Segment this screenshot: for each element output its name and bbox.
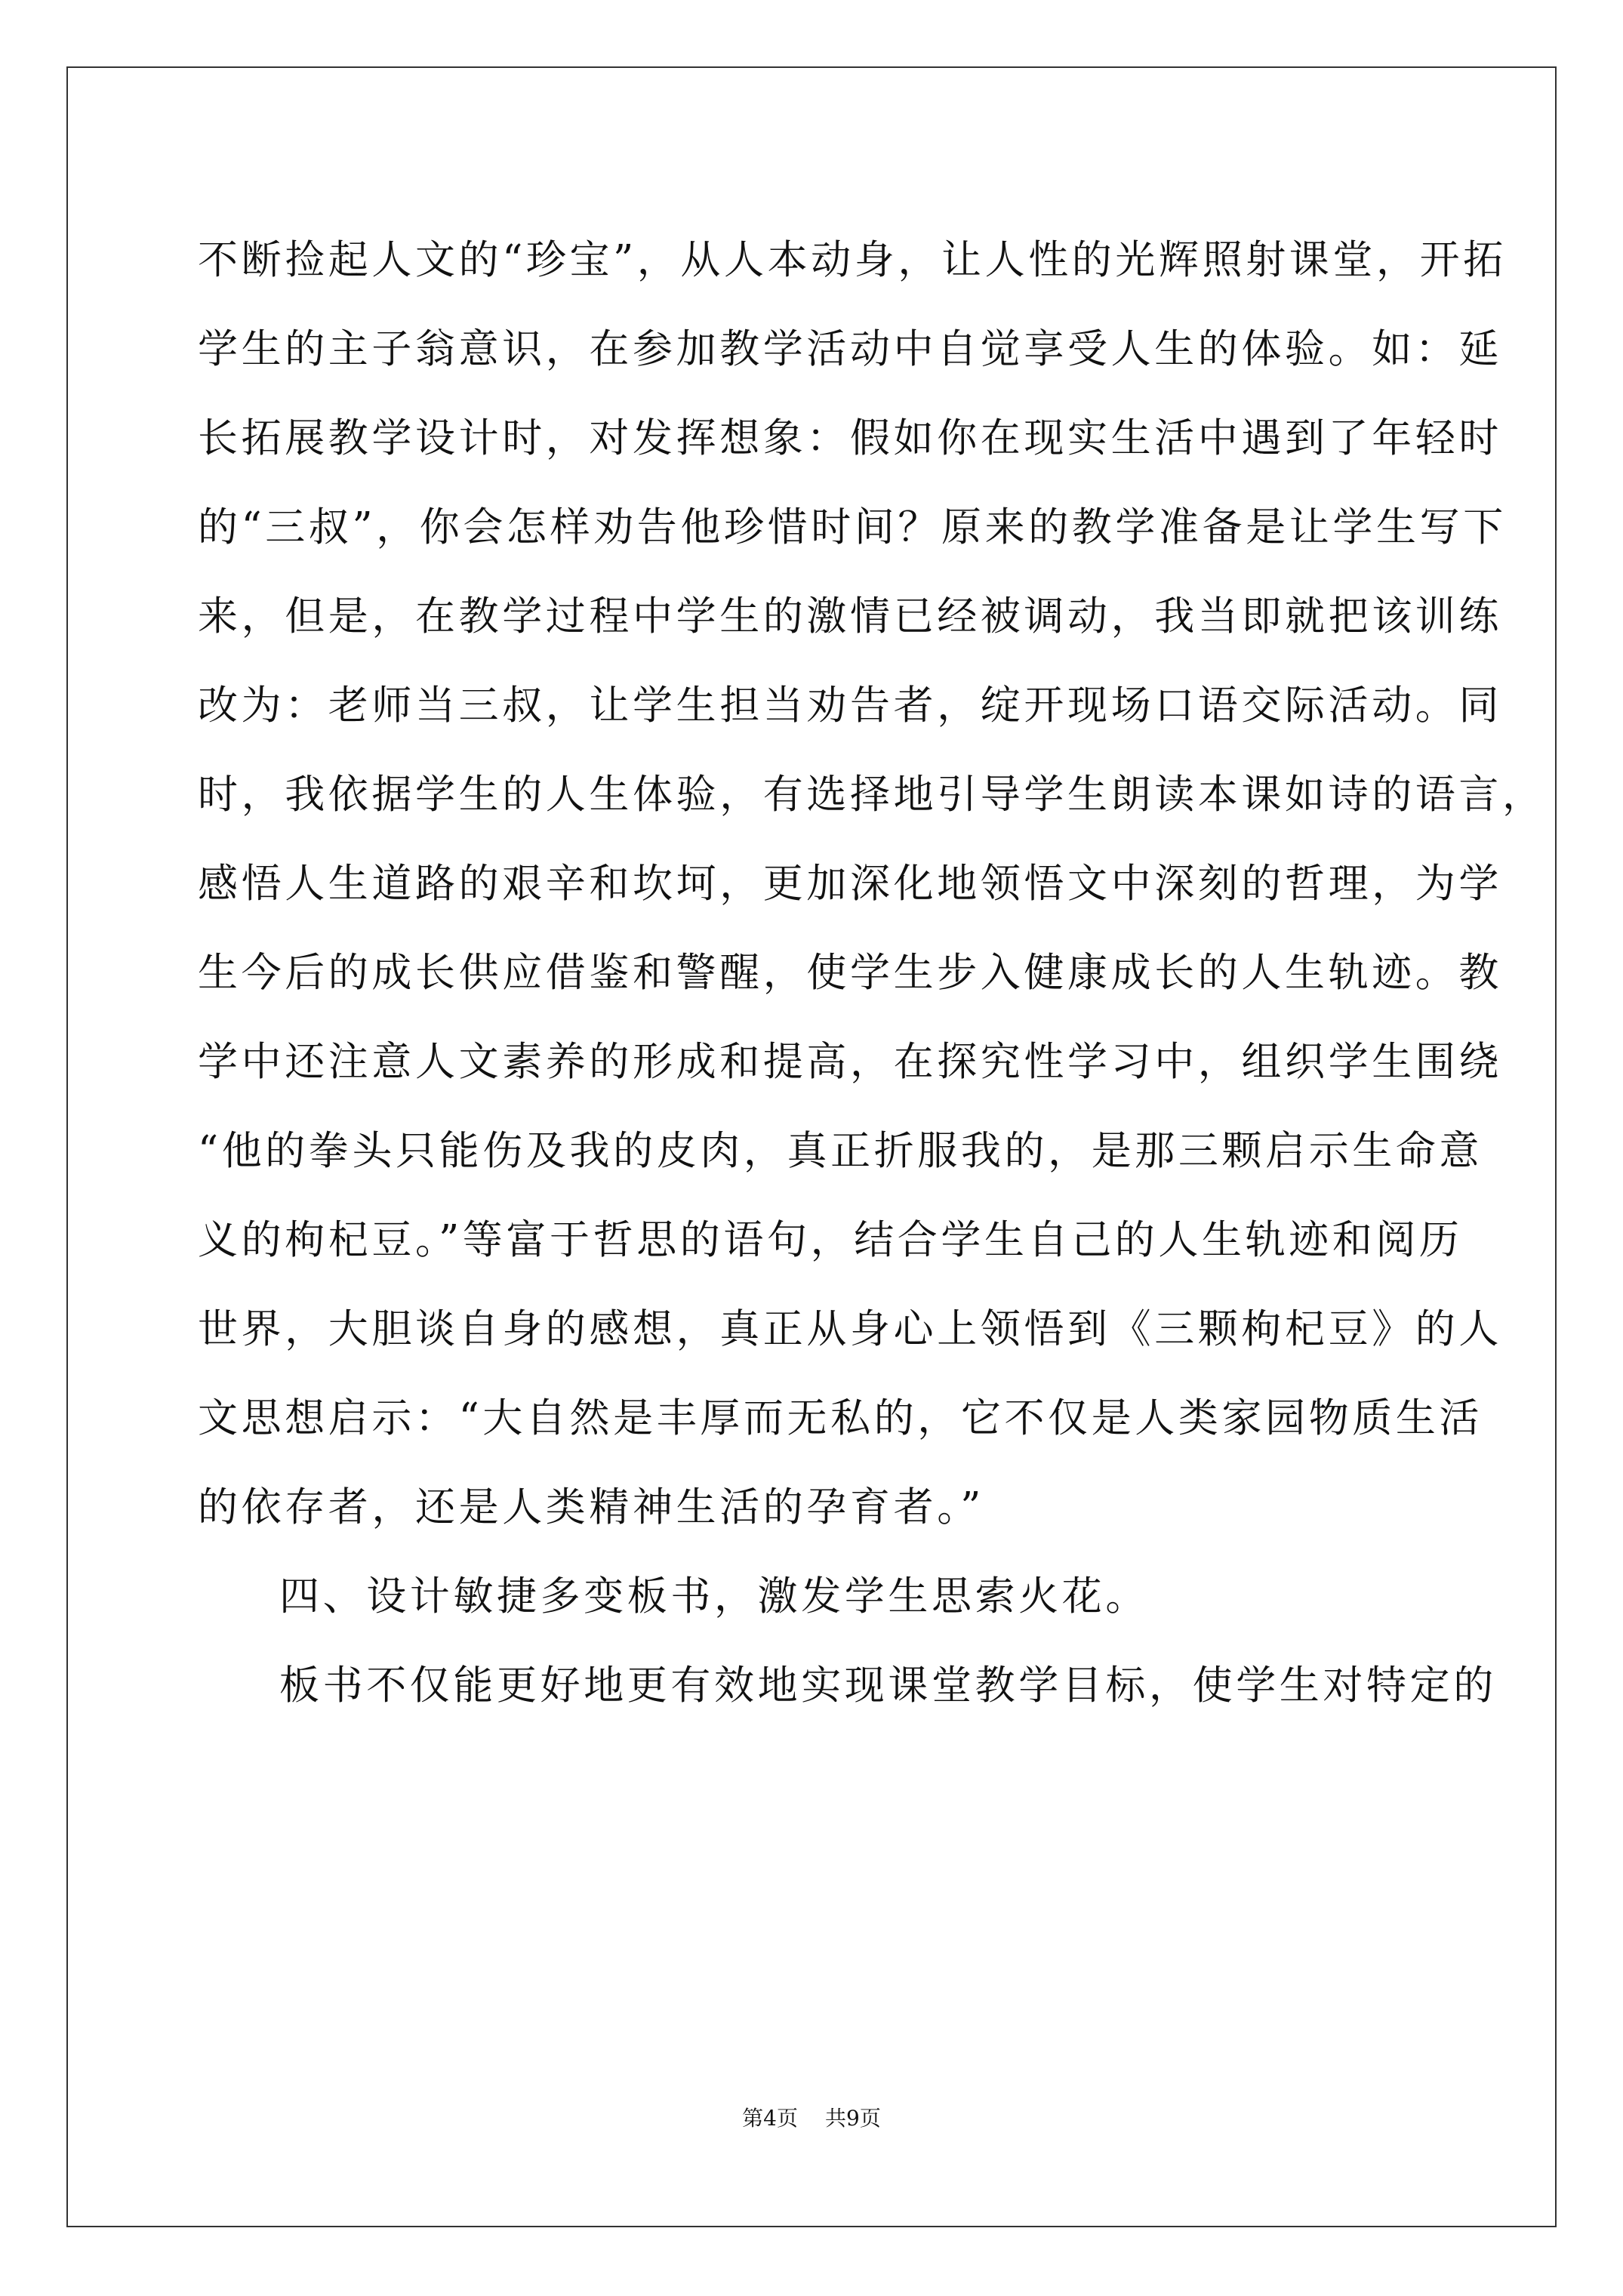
text-line: 不断捡起人文的“珍宝”，从人本动身，让人性的光辉照射课堂，开拓 [198, 237, 1507, 283]
text-line: 板书不仅能更好地更有效地实现课堂教学目标，使学生对特定的 [279, 1663, 1497, 1709]
text-line: 学生的主子翁意识，在参加教学活动中自觉享受人生的体验。如：延 [198, 326, 1502, 372]
text-line: 长拓展教学设计时，对发挥想象：假如你在现实生活中遇到了年轻时 [198, 415, 1502, 461]
text-line: 时，我依据学生的人生体验，有选择地引导学生朗读本课如诗的语言， [198, 772, 1546, 818]
document-body [198, 216, 1546, 1730]
page-number: 第4页 [742, 2106, 798, 2131]
page-footer [0, 2103, 1623, 2134]
text-line: 学中还注意人文素养的形成和提高，在探究性学习中，组织学生围绕 [198, 1039, 1502, 1085]
text-line: “他的拳头只能伤及我的皮肉，真正折服我的，是那三颗启示生命意 [198, 1128, 1483, 1174]
text-line: 的依存者，还是人类精神生活的孕育者。” [198, 1484, 984, 1530]
text-line: 世界，大胆谈自身的感想，真正从身心上领悟到《三颗枸杞豆》的人 [198, 1306, 1502, 1352]
text-line: 文思想启示：“大自然是丰厚而无私的，它不仅是人类家园物质生活 [198, 1395, 1483, 1441]
text-line: 生今后的成长供应借鉴和警醒，使学生步入健康成长的人生轨迹。教 [198, 950, 1502, 996]
text-line: 改为：老师当三叔，让学生担当劝告者，绽开现场口语交际活动。同 [198, 683, 1502, 729]
section-heading: 四、设计敏捷多变板书，激发学生思索火花。 [279, 1573, 1149, 1620]
text-line: 义的枸杞豆。”等富于哲思的语句，结合学生自己的人生轨迹和阅历 [198, 1217, 1463, 1263]
text-line: 感悟人生道路的艰辛和坎坷，更加深化地领悟文中深刻的哲理，为学 [198, 861, 1502, 907]
page-total: 共9页 [825, 2106, 881, 2131]
text-line: 来，但是，在教学过程中学生的激情已经被调动，我当即就把该训练 [198, 593, 1502, 639]
text-line: 的“三叔”，你会怎样劝告他珍惜时间？原来的教学准备是让学生写下 [198, 504, 1507, 550]
